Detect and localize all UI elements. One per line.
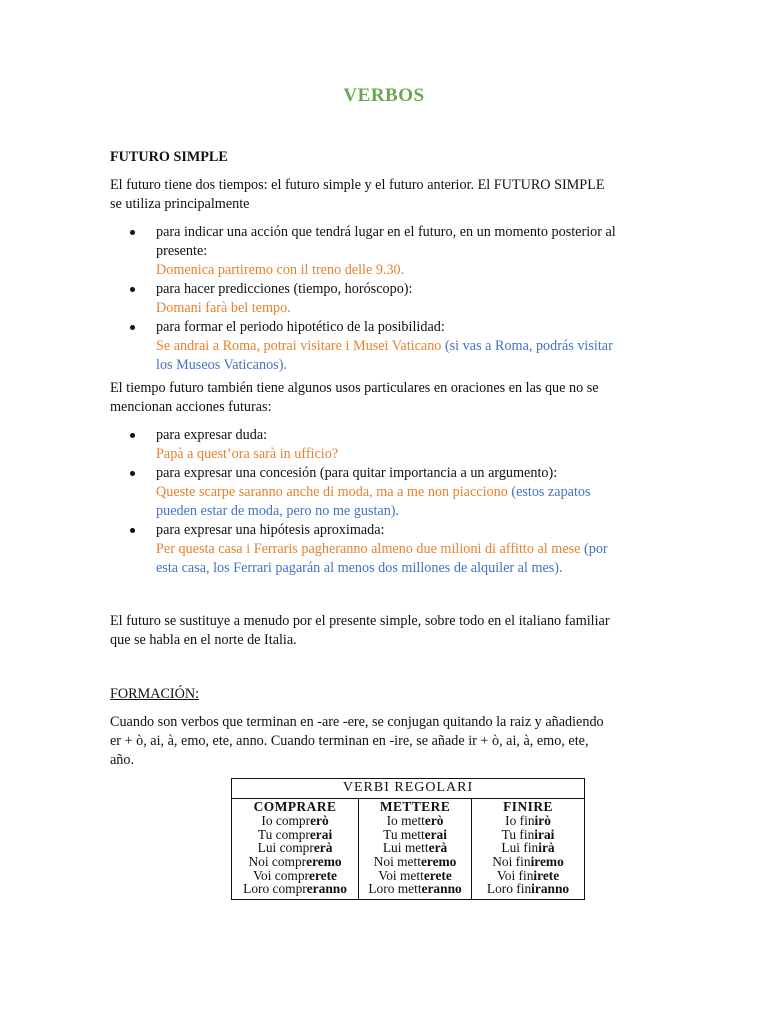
substitution-paragraph [110, 612, 658, 650]
conjugation-row: Noi compreremo [248, 853, 342, 869]
text-line: mencionan acciones futuras: [110, 399, 272, 415]
conjugation-row: Lui metterà [382, 840, 448, 856]
text-line: El futuro se sustituye a menudo por el presente simple, sobre todo en el italiano familiar [110, 613, 610, 629]
conjugation-row: Lui finirà [501, 840, 555, 856]
conjugation-row: Io comprerò [261, 813, 329, 829]
particular-uses-list [110, 426, 670, 578]
list-item [110, 223, 670, 280]
bullet-icon [130, 433, 135, 438]
text-line: se utiliza principalmente [110, 196, 250, 212]
spanish-translation: (si vas a Roma, podrás visitar [444, 338, 613, 354]
conjugation-row: Tu comprerai [257, 826, 333, 842]
futuro-simple-heading [110, 148, 658, 167]
conjugation-row: Tu metterai [383, 826, 447, 842]
conjugation-row: Loro metteranno [368, 881, 462, 897]
conjugation-cell [472, 813, 585, 899]
text-line: para expresar una concesión (para quitar importancia a un argumento): [156, 465, 558, 481]
column-header-mettere: METTERE [359, 798, 472, 813]
list-item [110, 426, 670, 464]
conjugation-row: Tu finirai [501, 826, 555, 842]
text-line: El futuro tiene dos tiempos: el futuro simple y el futuro anterior. El FUTURO SIMPLE [110, 177, 605, 193]
conjugation-cell [232, 813, 359, 899]
list-item [110, 280, 670, 318]
italian-example: Queste scarpe saranno anche di moda, ma a me non piacciono [156, 484, 512, 500]
text-line: que se habla en el norte de Italia. [110, 632, 297, 648]
spanish-translation: (estos zapatos [511, 484, 591, 500]
text-line: Cuando son verbos que terminan en -are -ere, se conjugan quitando la raiz y añadiendo [110, 714, 604, 730]
formacion-heading [110, 685, 658, 704]
formacion-paragraph [110, 713, 670, 770]
italian-example: Domenica partiremo con il treno delle 9.30. [156, 262, 405, 278]
spanish-translation: los Museos Vaticanos). [156, 357, 287, 373]
conjugation-row: Voi finirete [496, 867, 560, 883]
bullet-icon [130, 287, 135, 292]
conjugation-row: Noi finiremo [492, 853, 564, 869]
text-line: para expresar duda: [156, 427, 268, 443]
italian-example: Papà a quest’ora sarà in ufficio? [156, 446, 339, 462]
text-line: presente: [156, 243, 208, 259]
section-heading: FORMACIÓN: [110, 686, 200, 702]
text-line: er + ò, ai, à, emo, ete, anno. Cuando terminan en -ire, se añade ir + ò, ai, à, emo, ete, [110, 733, 589, 749]
italian-example: Domani farà bel tempo. [156, 300, 291, 316]
verbi-regolari-table [231, 778, 585, 900]
italian-example: Per questa casa i Ferraris pagheranno almeno due milioni di affitto al mese [156, 541, 584, 557]
conjugation-row: Lui comprerà [257, 840, 333, 856]
document-title: VERBOS [343, 85, 425, 106]
list-item [110, 318, 670, 375]
uses-list [110, 223, 670, 375]
list-item [110, 464, 670, 521]
text-line: El tiempo futuro también tiene algunos usos particulares en oraciones en las que no se [110, 380, 599, 396]
table-title: VERBI REGOLARI [232, 779, 585, 799]
particular-uses-paragraph [110, 379, 658, 417]
section-heading: FUTURO SIMPLE [110, 149, 228, 165]
text-line: para indicar una acción que tendrá lugar en el futuro, en un momento posterior al [156, 224, 616, 240]
conjugation-row: Voi comprerete [253, 867, 337, 883]
conjugation-row: Noi metteremo [373, 853, 457, 869]
conjugation-row: Io finirò [505, 813, 551, 829]
conjugation-row: Io metterò [386, 813, 444, 829]
bullet-icon [130, 528, 135, 533]
conjugation-row: Voi metterete [378, 867, 452, 883]
column-header-comprare: COMPRARE [232, 798, 359, 813]
intro-paragraph [110, 176, 658, 214]
italian-example: Se andrai a Roma, potrai visitare i Musei Vaticano [156, 338, 445, 354]
conjugation-row: Loro finiranno [486, 881, 570, 897]
text-line: año. [110, 752, 135, 768]
spanish-translation: esta casa, los Ferrari pagarán al menos dos millones de alquiler al mes). [156, 560, 563, 576]
bullet-icon [130, 325, 135, 330]
text-line: para expresar una hipótesis aproximada: [156, 522, 385, 538]
bullet-icon [130, 230, 135, 235]
list-item [110, 521, 670, 578]
column-header-finire: FINIRE [472, 798, 585, 813]
text-line: para formar el periodo hipotético de la posibilidad: [156, 319, 445, 335]
text-line: para hacer predicciones (tiempo, horóscopo): [156, 281, 413, 297]
spanish-translation: pueden estar de moda, pero no me gustan). [156, 503, 400, 519]
bullet-icon [130, 471, 135, 476]
conjugation-cell [359, 813, 472, 899]
conjugation-row: Loro compreranno [243, 881, 347, 897]
spanish-translation: (por [584, 541, 608, 557]
